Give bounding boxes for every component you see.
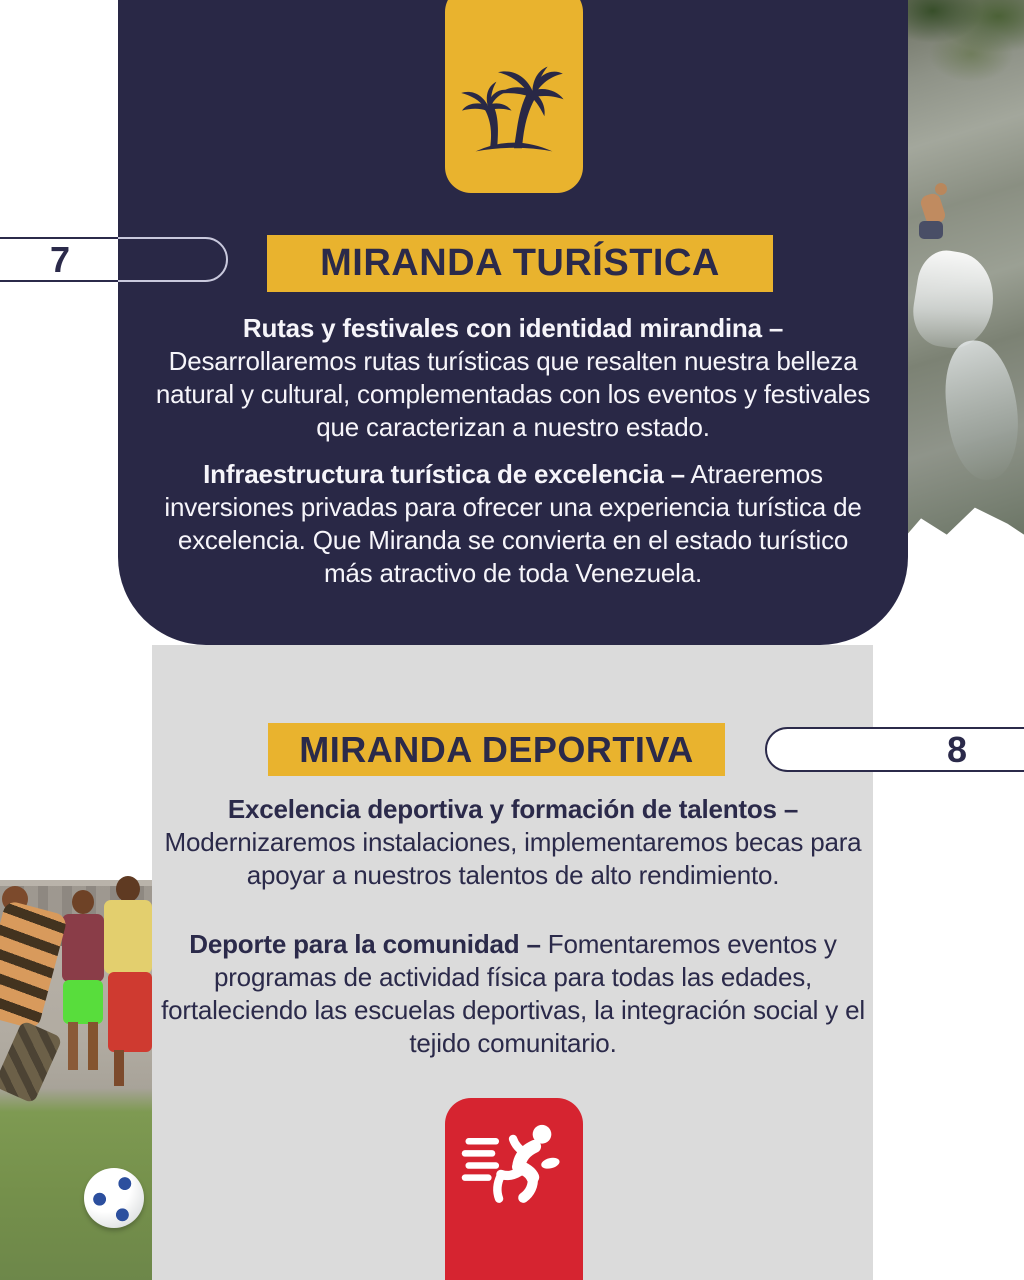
sports-title: MIRANDA DEPORTIVA — [299, 728, 694, 770]
water-lower-highlight — [940, 337, 1024, 484]
palm-trees-icon — [458, 44, 570, 174]
sports-paragraph-2-body: Fomentaremos eventos y programas de actividad física para todas las edades, fortaleciendo las escuelas deportivas, la integración social y el tejido comunitario. — [161, 929, 865, 1058]
soccer-ball — [84, 1168, 144, 1228]
runner-icon — [458, 1110, 570, 1222]
section-number-8: 8 — [946, 729, 967, 770]
tourism-paragraph-2 — [152, 458, 874, 590]
sports-paragraph-2 — [152, 928, 874, 1060]
kid-yellow-shirt — [104, 900, 152, 974]
boy-figure-shorts — [919, 221, 943, 239]
kid-yellow-pants — [108, 972, 152, 1052]
river-waterfall-photo — [907, 0, 1024, 540]
sports-paragraph-2-lead: Deporte para la comunidad – — [189, 929, 541, 959]
tourism-icon-card — [445, 0, 583, 193]
tourism-title: MIRANDA TURÍSTICA — [320, 242, 720, 284]
tourism-paragraph-1-lead: Rutas y festivales con identidad mirandina – — [242, 313, 784, 343]
section-number-7-pill-outline — [118, 237, 228, 282]
kid-yellow-head — [116, 876, 140, 902]
tourism-title-banner — [267, 235, 773, 292]
tourism-paragraph-2-lead: Infraestructura turística de excelencia – — [203, 459, 685, 489]
kid-yellow-leg — [114, 1050, 124, 1086]
section-number-7: 7 — [50, 239, 71, 280]
tourism-paragraph-1-body: Desarrollaremos rutas turísticas que resalten nuestra belleza natural y cultural, complementadas con los eventos y festivales que caracterizan a nuestro estado. — [155, 346, 871, 442]
boy-figure-head — [935, 183, 947, 195]
kid-maroon-shorts — [63, 980, 103, 1024]
sports-paragraph-1 — [152, 793, 874, 892]
kid-striped-shirt — [0, 900, 68, 1031]
section-number-8-pill — [765, 727, 1024, 772]
soccer-kids-photo — [0, 880, 152, 1280]
kid-maroon-leg — [88, 1022, 98, 1070]
kid-striped-pants — [0, 1020, 63, 1104]
sports-paragraph-1-body: Modernizaremos instalaciones, implementaremos becas para apoyar a nuestros talentos de alto rendimiento. — [164, 827, 862, 890]
waterfall-highlight — [908, 246, 1000, 353]
kid-maroon-leg — [68, 1022, 78, 1070]
sports-icon-card — [445, 1098, 583, 1280]
kid-maroon-shirt — [62, 914, 104, 982]
tourism-paragraph-2-body: Atraeremos inversiones privadas para ofrecer una experiencia turística de excelencia. Que Miranda se convierta en el estado turístico más atractivo de toda Venezuela. — [164, 459, 862, 588]
tourism-paragraph-1 — [152, 312, 874, 444]
sports-paragraph-1-lead: Excelencia deportiva y formación de talentos – — [227, 794, 799, 824]
sports-title-banner — [268, 723, 725, 776]
kid-maroon-head — [72, 890, 94, 914]
